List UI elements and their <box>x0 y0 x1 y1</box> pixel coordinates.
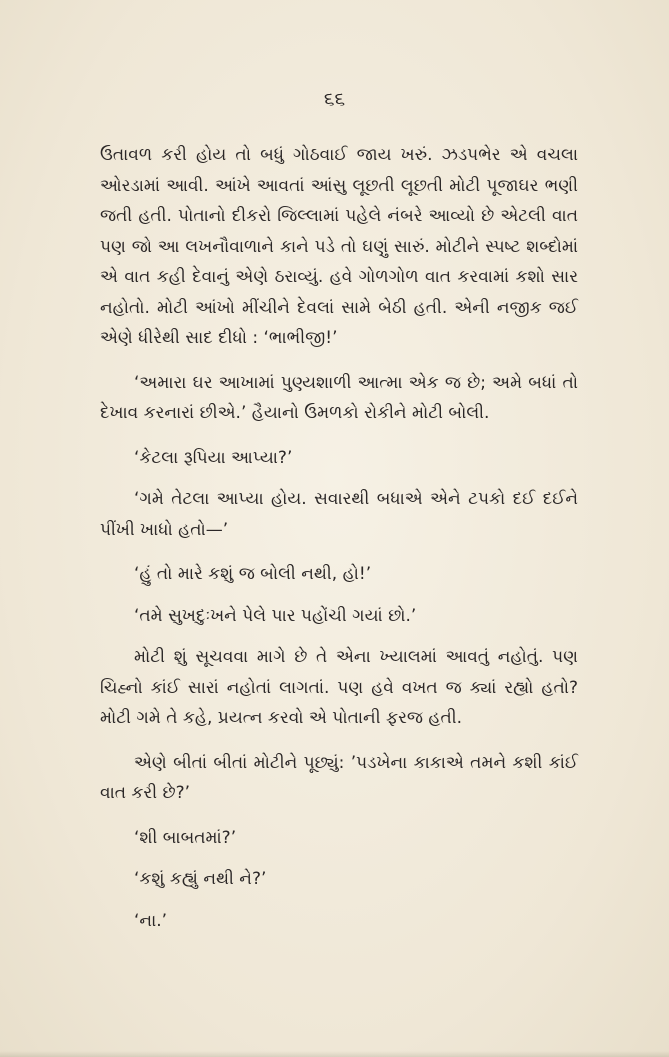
paragraph-8: એણે બીતાં બીતાં મોટીને પૂછ્યું: ’પડખેના કાકાએ તમને કશી કાંઈ વાત કરી છે?’ <box>100 752 578 803</box>
paragraph-2: ‘અમારા ઘર આખામાં પુણ્યશાળી આત્મા એક જ છે; અમે બધાં તો દેખાવ કરનારાં છીએ.’ હૈયાનો ઉમળકો રોકીને મોટી બોલી. <box>100 372 578 423</box>
paragraph-9: ‘શી બાબતમાં?’ <box>134 827 237 848</box>
paragraph-6: ‘તમે સુખદુઃખને પેલે પાર પહોંચી ગયાં છો.’ <box>134 605 417 626</box>
paragraph-10: ‘કશું કહ્યું નથી ને?’ <box>134 869 267 889</box>
body-text <box>100 140 578 947</box>
paragraph-4: ‘ગમે તેટલા આપ્યા હોય. સવારથી બધાએ એને ટપકો દઈ દઈને પીંખી ખાધો હતો—’ <box>100 489 578 540</box>
paragraph-5: ‘હું તો મારે કશું જ બોલી નથી, હો!’ <box>134 564 372 584</box>
paragraph-3: ‘કેટલા રૂપિયા આપ્યા?’ <box>134 447 293 468</box>
page-number: ૬૬ <box>323 88 346 110</box>
page-bottom-edge <box>0 1051 669 1057</box>
paragraph-1: ઉતાવળ કરી હોય તો બધું ગોઠવાઈ જાય ખરું. ઝડપભેર એ વચલા ઓરડામાં આવી. આંખે આવતાં આંસુ લૂછતી લૂછતી મોટી પૂજાઘર ભણી જતી હતી. પોતાનો દીકરો જિલ્લામાં પહેલે નંબરે આવ્યો છે એટલી વાત પણ જો આ લખનૌવાળાને કાને પડે તો ઘણું સારું. મોટીને સ્પષ્ટ શબ્દોમાં એ વાત કહી દેવાનું એણે ઠરાવ્યું. હવે ગોળગોળ વાત કરવામાં કશો સાર નહોતો. મોટી આંખો મીંચીને દેવલાં સામે બેઠી હતી. એની નજીક જઈ એણે ધીરેથી સાદ દીધો : ‘ભાભીજી!’ <box>100 145 578 348</box>
paragraph-7: મોટી શું સૂચવવા માગે છે તે એના ખ્યાલમાં આવતું નહોતું. પણ ચિહ્નો કાંઈ સારાં નહોતાં લાગતાં. પણ હવે વખત જ ક્યાં રહ્યો હતો? મોટી ગમે તે કહે, પ્રયત્ન કરવો એ પોતાની ફરજ હતી. <box>100 647 578 728</box>
paragraph-11: ‘ના.’ <box>134 910 168 931</box>
